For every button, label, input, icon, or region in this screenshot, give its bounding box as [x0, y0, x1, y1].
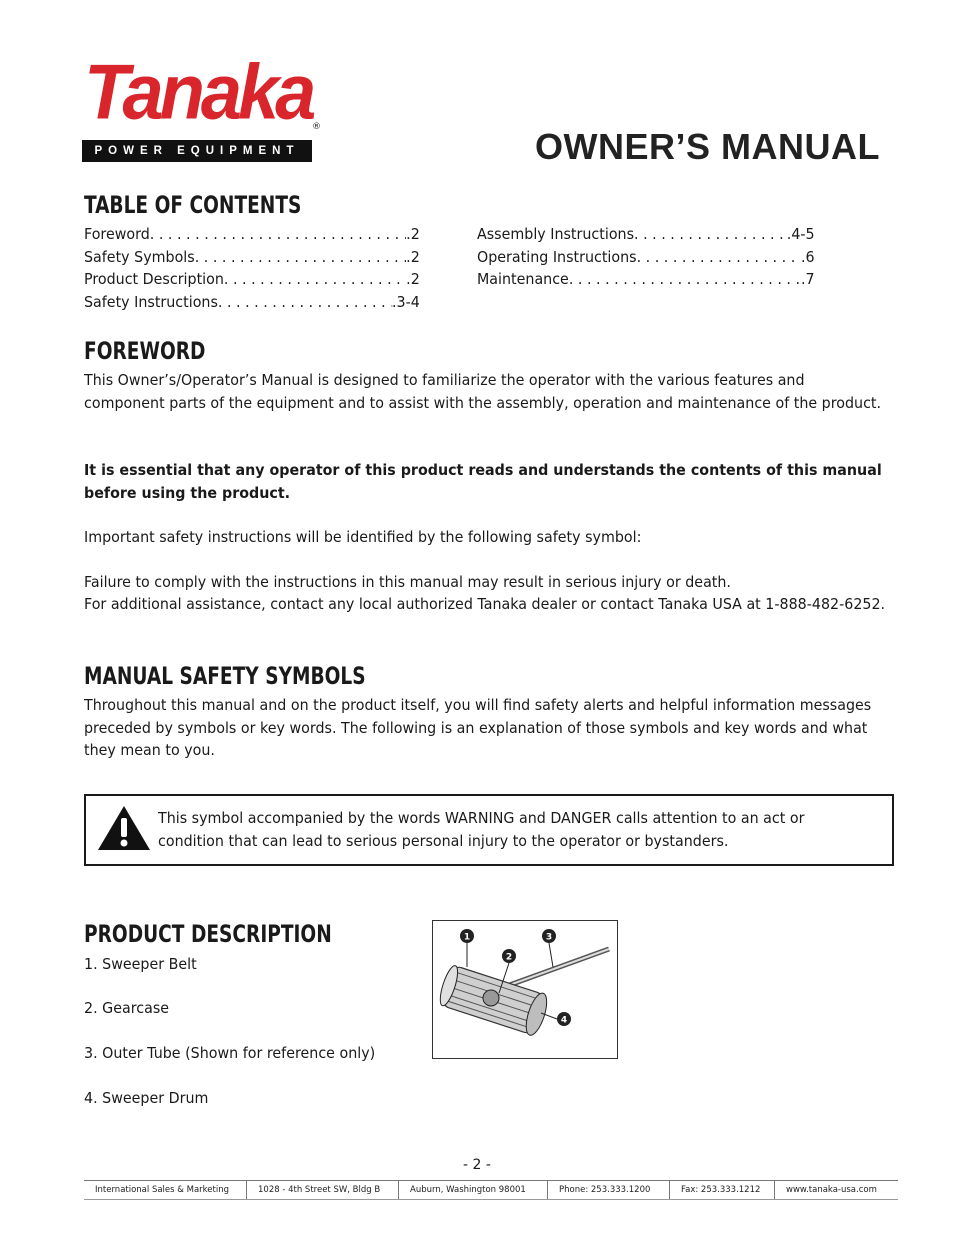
warning-triangle-icon [96, 804, 152, 852]
warning-box [84, 794, 894, 866]
footer-cell: International Sales & Marketing [84, 1181, 247, 1199]
page-number: - 2 - [463, 1157, 491, 1173]
footer-cell: Auburn, Washington 98001 [399, 1181, 548, 1199]
product-part-item: 3. Outer Tube (Shown for reference only) [84, 1044, 376, 1062]
product-part-item: 2. Gearcase [84, 999, 170, 1017]
logo-tagline: POWER EQUIPMENT [82, 140, 312, 162]
safety-symbols-intro: Throughout this manual and on the product itself, you will find safety alerts and helpful information messages preceded by symbols or key words. The following is an explanation of those symbols and key words and what they mean to you. [84, 696, 872, 759]
toc-left-column [84, 223, 420, 313]
callout-1: 1 [463, 932, 471, 943]
safety-symbols-heading: MANUAL SAFETY SYMBOLS [84, 662, 366, 690]
sweeper-illustration [433, 921, 617, 1058]
toc-right-column [477, 223, 815, 291]
toc-heading: TABLE OF CONTENTS [84, 191, 302, 219]
foreword-paragraph: This Owner’s/Operator’s Manual is designed to familiarize the operator with the various features and component parts of the equipment and to assist with the assembly, operation and maintenance of the product. [84, 371, 882, 412]
foreword-heading: FOREWORD [84, 337, 206, 365]
product-description-heading: PRODUCT DESCRIPTION [84, 920, 332, 948]
toc-entry[interactable]: Safety Instructions . . . .3-4 [84, 291, 420, 314]
footer-cell: Phone: 253.333.1200 [548, 1181, 670, 1199]
toc-entry[interactable]: Assembly Instructions . . . .4-5 [477, 223, 815, 246]
toc-entry[interactable]: Operating Instructions . . . .6 [477, 246, 815, 269]
footer-cell[interactable]: www.tanaka-usa.com [786, 1185, 877, 1195]
foreword-contact-note: For additional assistance, contact any local authorized Tanaka dealer or contact Tanaka USA at 1-888-482-6252. [84, 595, 886, 613]
callout-2: 2 [505, 952, 513, 963]
registered-mark: ® [312, 122, 321, 132]
foreword-failure-note: Failure to comply with the instructions in this manual may result in serious injury or death. [84, 573, 731, 591]
logo-wordmark: Tanaka [84, 47, 313, 136]
toc-entry[interactable]: Product Description . . . .2 [84, 268, 420, 291]
foreword-safety-note: Important safety instructions will be identified by the following safety symbol: [84, 528, 642, 546]
product-part-item: 1. Sweeper Belt [84, 955, 197, 973]
footer-cell: 1028 - 4th Street SW, Bldg B [247, 1181, 399, 1199]
callout-4: 4 [560, 1015, 568, 1026]
toc-entry[interactable]: Safety Symbols . . . .2 [84, 246, 420, 269]
toc-entry[interactable]: Maintenance . . . .7 [477, 268, 815, 291]
callout-3: 3 [545, 932, 553, 943]
warning-text: This symbol accompanied by the words WARNING and DANGER calls attention to an act or condition that can lead to serious personal injury to the operator or bystanders. [158, 809, 805, 850]
foreword-essential-note: It is essential that any operator of this product reads and understands the contents of this manual before using the product. [84, 461, 882, 502]
footer-contact-bar [84, 1180, 898, 1200]
manual-title: OWNER’S MANUAL [535, 126, 880, 167]
footer-cell: Fax: 253.333.1212 [670, 1181, 775, 1199]
toc-entry[interactable]: Foreword . . . .2 [84, 223, 420, 246]
product-part-item: 4. Sweeper Drum [84, 1089, 209, 1107]
tanaka-logo [82, 47, 326, 170]
sweeper-diagram [432, 920, 618, 1059]
